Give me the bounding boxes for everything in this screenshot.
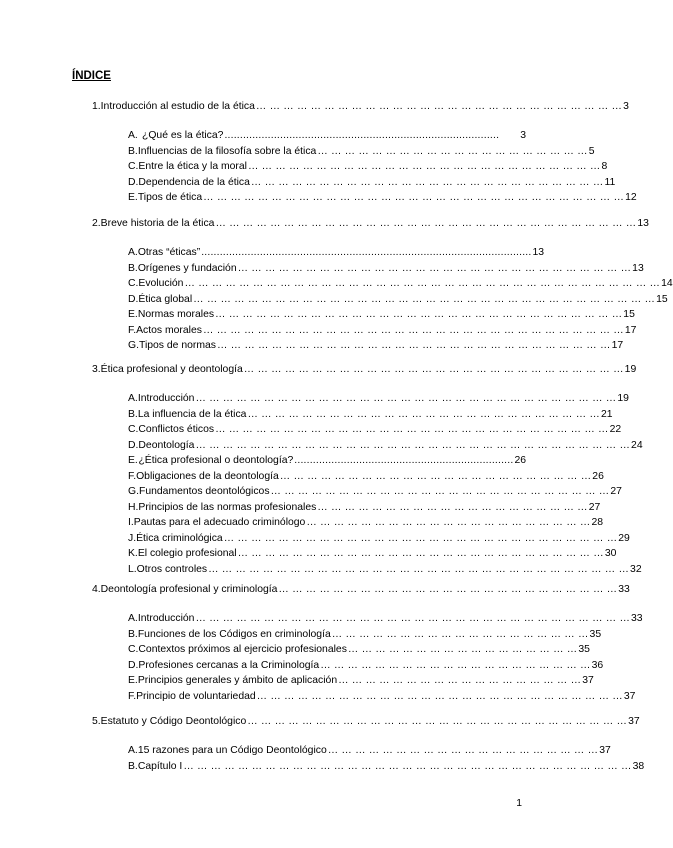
subsection-title: Introducción	[137, 613, 195, 624]
subsection-row	[128, 145, 595, 159]
dot-leader: … … … … … … … … … … … … … … … … … … … … … … … … … …	[250, 177, 604, 188]
subsection-page: 15	[623, 309, 635, 320]
subsection-page: 35	[578, 644, 590, 655]
dot-leader: … … … … … … … … … … … … … … … … … … … … … … … … … … … … …	[215, 424, 609, 435]
subsection-page: 12	[625, 192, 637, 203]
subsection-title: Evolución	[138, 278, 184, 289]
section-title: Breve historia de la ética	[100, 218, 215, 229]
subsection-row	[128, 246, 545, 260]
subsection-title: Actos morales	[136, 325, 202, 336]
section-title: Introducción al estudio de la ética	[100, 101, 255, 112]
subsection-letter: E.	[128, 192, 138, 203]
subsection-page: 13	[632, 263, 644, 274]
subsection-row	[128, 612, 643, 626]
section-number: 1.	[92, 101, 101, 112]
subsection-letter: E.	[128, 455, 138, 466]
section-page: 19	[624, 364, 637, 375]
subsection-letter: E.	[128, 309, 138, 320]
subsection-row	[128, 339, 624, 353]
subsection-letter: D.	[128, 440, 139, 451]
section-row	[92, 583, 630, 597]
subsection-page: 8	[601, 161, 608, 172]
dot-leader: … … … … … … … … … … … … … … … … … …	[338, 675, 582, 686]
subsection-letter: F.	[128, 325, 137, 336]
dot-leader: … … … … … … … … … … … … … … … … … … … … … … … … … … … … … … … …	[195, 440, 631, 451]
subsection-title: Pautas para el adecuado criminólogo	[133, 517, 306, 528]
subsection-title: Contextos próximos al ejercicio profesionales	[138, 644, 347, 655]
subsection-page: 21	[600, 409, 613, 420]
subsection-row	[128, 760, 645, 774]
subsection-page: 14	[661, 278, 673, 289]
subsection-row	[128, 262, 644, 276]
index-title: ÍNDICE	[72, 70, 111, 82]
dot-leader: … … … … … … … … … … … … … … … … …	[347, 644, 578, 655]
dot-leader: … … … … … … … … … … … … … … … … … … … …	[320, 660, 591, 671]
dot-leader: ...........................................................................................................	[201, 247, 532, 258]
subsection-row	[128, 423, 622, 437]
subsection-title: Profesiones cercanas a la Criminología	[138, 660, 320, 671]
subsection-page: 11	[604, 177, 616, 188]
subsection-title: Ética criminológica	[136, 533, 223, 544]
subsection-row	[128, 485, 622, 499]
subsection-letter: D.	[128, 660, 139, 671]
dot-leader: … … … … … … … … … … … … … … … … … … … … … … … … … … … … … … …	[215, 218, 637, 229]
dot-leader: … … … … … … … … … … … … … … … … … … … … … … … … … … … … …	[237, 263, 632, 274]
dot-leader: … … … … … … … … … … … … … … … … … … … … … … … … … …	[247, 409, 600, 420]
subsection-letter: G.	[128, 486, 139, 497]
subsection-page: 37	[599, 745, 611, 756]
subsection-row	[128, 674, 594, 688]
subsection-letter: B.	[128, 629, 138, 640]
subsection-page: 28	[591, 517, 604, 528]
subsection-page: 37	[623, 691, 636, 702]
dot-leader: … … … … … … … … … … … … … … … … … … … … … … … … … … … … … … …	[202, 325, 624, 336]
section-page: 37	[628, 716, 640, 727]
subsection-page: 26	[514, 455, 526, 466]
dot-leader: .......................................................................	[294, 455, 514, 466]
subsection-row	[128, 547, 617, 561]
subsection-title: Influencias de la filosofía sobre la ética	[137, 146, 317, 157]
subsection-row	[128, 532, 630, 546]
subsection-page: 13	[532, 247, 545, 258]
subsection-letter: H.	[128, 502, 139, 513]
dot-leader: … … … … … … … … … … … … … … … … … … … … … … … … …	[278, 584, 618, 595]
section-number: 5.	[92, 716, 101, 727]
subsection-letter: D.	[128, 294, 139, 305]
subsection-letter: K.	[128, 548, 138, 559]
subsection-row	[128, 454, 526, 468]
subsection-letter: B.	[128, 409, 138, 420]
section-page: 13	[637, 218, 649, 229]
dot-leader: … … … … … … … … … … … … … … … … … … … … … … … … … … … … … …	[215, 309, 623, 320]
dot-leader: … … … … … … … … … … … … … … … … … … …	[331, 629, 589, 640]
subsection-page: 22	[609, 424, 622, 435]
subsection-page: 17	[611, 340, 624, 351]
dot-leader: … … … … … … … … … … … … … … … … … … … … … … … … … …	[247, 161, 601, 172]
subsection-page: 5	[588, 146, 595, 157]
subsection-title: La influencia de la ética	[137, 409, 247, 420]
dot-leader: … … … … … … … … … … … … … … … … … … … … … … … … … … … … … … … … … … …	[184, 278, 661, 289]
subsection-title: Principios generales y ámbito de aplicación	[137, 675, 338, 686]
subsection-letter: C.	[128, 644, 139, 655]
subsection-letter: C.	[128, 424, 139, 435]
dot-leader: … … … … … … … … … … … … … … … … … … … … … … … … … … …	[255, 101, 623, 112]
dot-leader: … … … … … … … … … … … … … … … … … … … … … … … … … … … …	[243, 364, 624, 375]
section-number: 3.	[92, 364, 101, 375]
subsection-letter: A.	[128, 393, 138, 404]
section-row	[92, 217, 649, 231]
subsection-letter: A.	[128, 745, 138, 756]
subsection-title: Fundamentos deontológicos	[138, 486, 270, 497]
dot-leader: … … … … … … … … … … … … … … … … … … … … … … … … …	[270, 486, 610, 497]
subsection-title: El colegio profesional	[137, 548, 237, 559]
subsection-title: Entre la ética y la moral	[138, 161, 247, 172]
subsection-row	[128, 129, 526, 143]
subsection-letter: A.	[128, 130, 138, 141]
subsection-page: 19	[617, 393, 629, 404]
subsection-title: Orígenes y fundación	[137, 263, 237, 274]
subsection-page: 37	[582, 675, 594, 686]
section-number: 2.	[92, 218, 101, 229]
section-row	[92, 100, 629, 114]
dot-leader: … … … … … … … … … … … … … … … … … … … …	[317, 502, 588, 513]
subsection-page: 27	[588, 502, 601, 513]
subsection-row	[128, 160, 608, 174]
subsection-title: Normas morales	[137, 309, 215, 320]
dot-leader: … … … … … … … … … … … … … … … … … … … … … … … … … … … … … … …	[208, 564, 630, 575]
subsection-title: Tipos de ética	[137, 192, 203, 203]
subsection-title: Principios de las normas profesionales	[138, 502, 317, 513]
subsection-letter: G.	[128, 340, 139, 351]
subsection-row	[128, 501, 601, 515]
page-number: 1	[516, 798, 522, 809]
subsection-row	[128, 563, 642, 577]
subsection-letter: L.	[128, 564, 137, 575]
subsection-letter: A.	[128, 247, 138, 258]
subsection-letter: J.	[128, 533, 137, 544]
section-title: Deontología profesional y criminología	[100, 584, 278, 595]
subsection-row	[128, 439, 643, 453]
subsection-title: Otras “éticas”	[137, 247, 201, 258]
subsection-letter: B.	[128, 263, 138, 274]
dot-leader: … … … … … … … … … … … … … … … … … … … … … … … … … … … … …	[223, 533, 618, 544]
dot-leader: … … … … … … … … … … … … … … … … … … … … … … … … … … …	[256, 691, 623, 702]
subsection-letter: B.	[128, 146, 138, 157]
subsection-title: Funciones de los Códigos en criminología	[137, 629, 331, 640]
subsection-title: Conflictos éticos	[138, 424, 215, 435]
dot-leader: … … … … … … … … … … … … … … … … … … … …	[317, 146, 588, 157]
subsection-row	[128, 392, 629, 406]
subsection-title: Tipos de normas	[138, 340, 216, 351]
subsection-page: 3	[520, 130, 526, 141]
subsection-page: 38	[632, 761, 645, 772]
subsection-letter: I.	[128, 517, 134, 528]
dot-leader: … … … … … … … … … … … … … … … … … … … … … … … … … … … … … … … … …	[183, 761, 632, 772]
subsection-page: 17	[624, 325, 637, 336]
subsection-row	[128, 516, 604, 530]
subsection-title: Principio de voluntariedad	[136, 691, 256, 702]
subsection-letter: B.	[128, 761, 138, 772]
section-title: Ética profesional y deontología	[100, 364, 243, 375]
dot-leader: … … … … … … … … … … … … … … … … … … … …	[327, 745, 599, 756]
subsection-title: Ética global	[138, 294, 193, 305]
subsection-page: 27	[610, 486, 622, 497]
section-row	[92, 715, 640, 729]
subsection-letter: C.	[128, 161, 139, 172]
subsection-title: Introducción	[137, 393, 195, 404]
subsection-row	[128, 690, 636, 704]
section-number: 4.	[92, 584, 101, 595]
subsection-title: Capítulo I	[137, 761, 183, 772]
subsection-page: 33	[631, 613, 643, 624]
dot-leader: … … … … … … … … … … … … … … … … … … … … … … … … … … … … … … … …	[195, 613, 631, 624]
subsection-letter: F.	[128, 471, 137, 482]
subsection-row	[128, 277, 673, 291]
subsection-title: ¿Qué es la ética?	[142, 130, 224, 141]
subsection-title: Deontología	[138, 440, 195, 451]
subsection-row	[128, 628, 602, 642]
section-row	[92, 363, 637, 377]
subsection-title: Dependencia de la ética	[138, 177, 250, 188]
subsection-row	[128, 744, 611, 758]
subsection-letter: D.	[128, 177, 139, 188]
subsection-row	[128, 470, 604, 484]
subsection-row	[128, 293, 668, 307]
dot-leader: … … … … … … … … … … … … … … … … … … … … … … … … … … … … … … …	[195, 393, 617, 404]
dot-leader: … … … … … … … … … … … … … … … … … … … … … … … … … … … … … … …	[203, 192, 625, 203]
dot-leader: … … … … … … … … … … … … … … … … … … … … … … …	[279, 471, 592, 482]
subsection-title: Obligaciones de la deontología	[136, 471, 279, 482]
subsection-letter: A.	[128, 613, 138, 624]
dot-leader: … … … … … … … … … … … … … … … … … … … … … … … … … … … … … … … … … …	[193, 294, 656, 305]
section-title: Estatuto y Código Deontológico	[100, 716, 247, 727]
dot-leader: … … … … … … … … … … … … … … … … … … … … … … … … … … … …	[247, 716, 628, 727]
subsection-page: 35	[589, 629, 602, 640]
subsection-row	[128, 643, 590, 657]
subsection-title: Otros controles	[136, 564, 208, 575]
subsection-letter: F.	[128, 691, 137, 702]
dot-leader: .........................................................................................	[224, 130, 500, 141]
subsection-page: 29	[618, 533, 630, 544]
subsection-row	[128, 324, 637, 338]
dot-leader: … … … … … … … … … … … … … … … … … … … … …	[306, 517, 591, 528]
subsection-page: 30	[604, 548, 617, 559]
subsection-row	[128, 191, 637, 205]
subsection-page: 36	[591, 660, 604, 671]
subsection-row	[128, 308, 635, 322]
section-page: 3	[623, 101, 629, 112]
subsection-row	[128, 176, 616, 190]
subsection-title: 15 razones para un Código Deontológico	[137, 745, 327, 756]
subsection-page: 26	[592, 471, 604, 482]
subsection-page: 32	[630, 564, 642, 575]
subsection-row	[128, 408, 613, 422]
dot-leader: … … … … … … … … … … … … … … … … … … … … … … … … … … … … …	[217, 340, 611, 351]
dot-leader: … … … … … … … … … … … … … … … … … … … … … … … … … … …	[237, 548, 604, 559]
subsection-letter: E.	[128, 675, 138, 686]
subsection-row	[128, 659, 604, 673]
section-page: 33	[618, 584, 630, 595]
subsection-page: 15	[656, 294, 668, 305]
subsection-title: ¿Ética profesional o deontología?	[138, 455, 294, 466]
subsection-page: 24	[631, 440, 643, 451]
subsection-letter: C.	[128, 278, 139, 289]
